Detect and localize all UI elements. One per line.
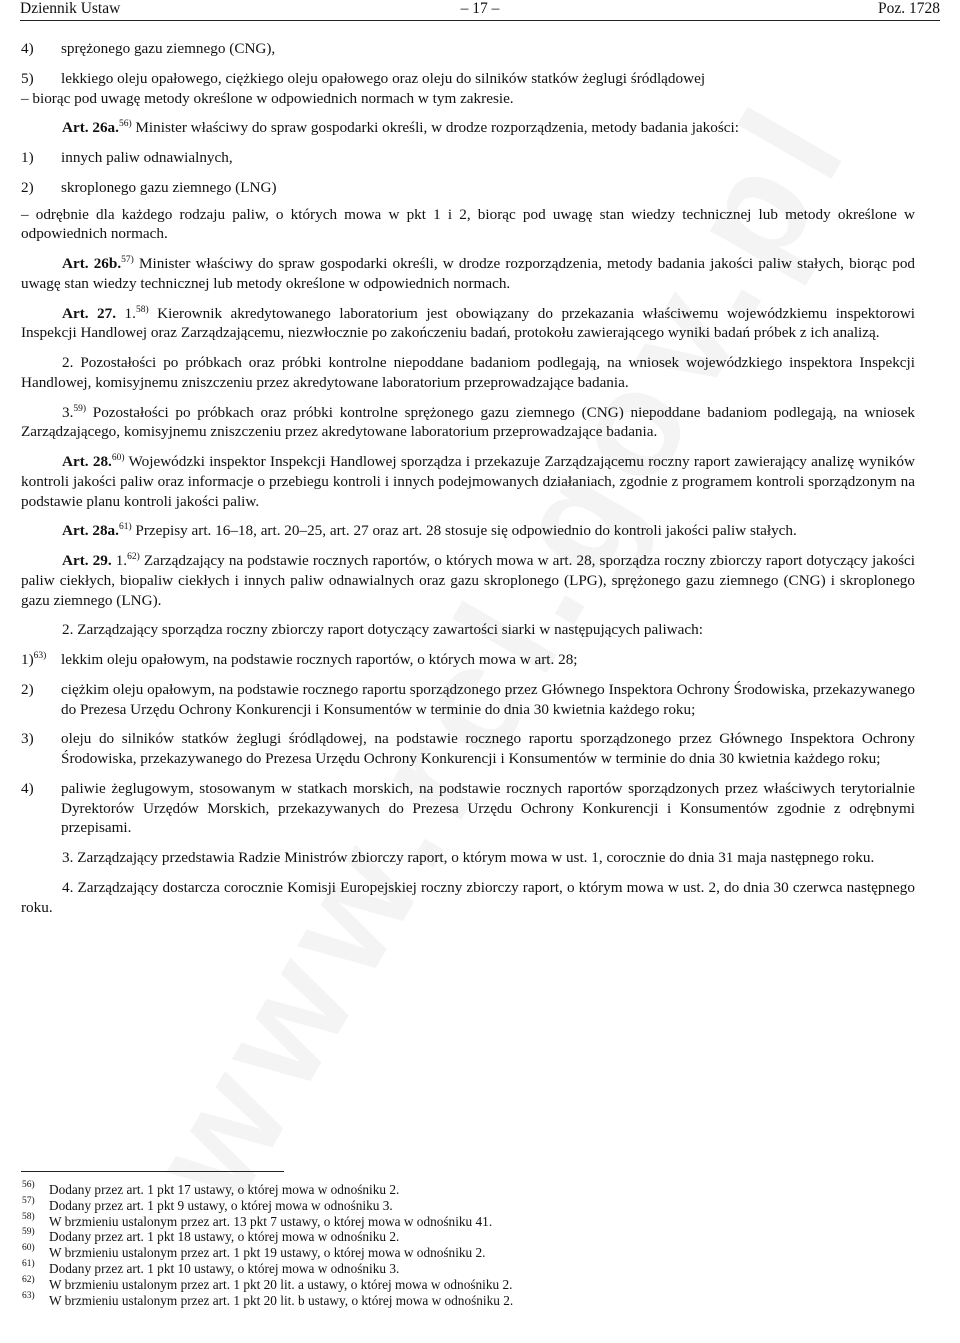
article-28a bbox=[21, 521, 915, 541]
footnote-text: W brzmieniu ustalonym przez art. 1 pkt 19 ustawy, o której mowa w odnośniku 2. bbox=[49, 1245, 486, 1261]
journal-title: Dziennik Ustaw bbox=[20, 0, 121, 17]
footnote-text: W brzmieniu ustalonym przez art. 1 pkt 20 lit. b ustawy, o której mowa w odnośniku 2. bbox=[49, 1292, 514, 1308]
article-27-paragraph-3 bbox=[21, 403, 915, 443]
item-text: oleju do silników statków żeglugi śródlądowej, na podstawie rocznego raportu sporządzonego przez Głównego Inspektora Ochrony Środowiska, przekazywanego do Prezesa Urzędu Ochrony Konkurencji i Konsumentów w terminie do dnia 30 kwietnia każdego roku; bbox=[61, 730, 915, 767]
footnote-number: 63) bbox=[22, 1290, 35, 1301]
paragraph-number: 1. bbox=[111, 552, 128, 569]
position-number: Poz. 1728 bbox=[878, 0, 940, 17]
closing-clause: – biorąc pod uwagę metody określone w odpowiednich normach w tym zakresie. bbox=[21, 89, 514, 107]
article-text: Wojewódzki inspektor Inspekcji Handlowej sporządza i przekazuje Zarządzającemu roczny raport zawierający analizę wyników kontroli jakości paliw oraz informacje o przebiegu kontroli i innych podejmowanych działaniach, zgodnie z programem kontroli sporządzonym na podstawie planu kontroli jakości paliw. bbox=[21, 453, 915, 510]
item-text: sprężonego gazu ziemnego (CNG), bbox=[61, 40, 276, 57]
footnote bbox=[22, 1261, 722, 1277]
footnote bbox=[22, 1274, 722, 1293]
footnote-number: 61) bbox=[22, 1259, 35, 1270]
item-number: 3) bbox=[21, 730, 34, 748]
footnote-number: 56) bbox=[22, 1180, 35, 1190]
article-label: Art. 26a. bbox=[62, 119, 119, 137]
list-item bbox=[21, 69, 915, 89]
item-text: lekkiego oleju opałowego, ciężkiego oleju opałowego oraz oleju do silników statków żeglugi śródlądowej bbox=[61, 69, 706, 87]
footnote-divider bbox=[21, 1171, 284, 1172]
article-29-paragraph-2: 2. Zarządzający sporządza roczny zbiorczy raport dotyczący zawartości siarki w następujących paliwach: bbox=[62, 621, 703, 639]
footnote-number: 58) bbox=[22, 1211, 35, 1222]
footnote-ref: 60) bbox=[111, 453, 125, 463]
item-number: 5) bbox=[21, 69, 34, 87]
item-number-text: 1) bbox=[21, 651, 34, 668]
article-29-paragraph-4: 4. Zarządzający dostarcza corocznie Komisji Europejskiej roczny zbiorczy raport, o którym mowa w ust. 2, do dnia 30 czerwca następnego roku. bbox=[21, 878, 915, 916]
footnote-ref: 61) bbox=[118, 522, 132, 533]
page-header bbox=[20, 0, 940, 21]
article-26a bbox=[21, 118, 915, 138]
page-number: – 17 – bbox=[460, 0, 500, 17]
paragraph-number: 1. bbox=[116, 304, 136, 322]
article-label: Art. 28a. bbox=[62, 522, 119, 540]
footnote-text: W brzmieniu ustalonym przez art. 1 pkt 20 lit. a ustawy, o której mowa w odnośniku 2. bbox=[49, 1276, 513, 1292]
item-number: 4) bbox=[21, 40, 34, 57]
footnote-ref: 57) bbox=[121, 255, 134, 265]
article-text: Zarządzający na podstawie rocznych raportów, o których mowa w art. 28, sporządza roczny zbiorczy raport dotyczący jakości paliw ciekłych, biopaliw ciekłych i innych paliw odnawialnych oraz gazu skroplonego (LPG), sprężonego gazu ziemnego (CNG) i skroplonego gazu ziemnego (LNG). bbox=[21, 552, 916, 609]
footnote-ref: 62) bbox=[127, 552, 140, 562]
list-item bbox=[21, 779, 915, 838]
document-body bbox=[21, 39, 915, 917]
item-text: skroplonego gazu ziemnego (LNG) bbox=[61, 178, 277, 196]
list-item bbox=[21, 680, 915, 720]
footnote-text: W brzmieniu ustalonym przez art. 13 pkt 7 ustawy, o której mowa w odnośniku 41. bbox=[49, 1213, 493, 1229]
footnote-ref: 56) bbox=[118, 119, 132, 130]
footnotes bbox=[22, 1182, 722, 1309]
footnote-text: Dodany przez art. 1 pkt 17 ustawy, o której mowa w odnośniku 2. bbox=[49, 1182, 400, 1197]
list-item bbox=[21, 178, 915, 198]
footnote bbox=[22, 1182, 722, 1198]
article-text: Pozostałości po próbkach oraz próbki kontrolne sprężonego gazu ziemnego (CNG) niepoddane badaniom podlegają, na wniosek Zarządzającego, komisyjnemu zniszczeniu przez akredytowane laboratorium przeprowadzające badania. bbox=[21, 403, 915, 441]
item-number: 1) bbox=[21, 149, 34, 166]
article-29-paragraph-3: 3. Zarządzający przedstawia Radzie Ministrów zbiorczy raport, o którym mowa w ust. 1, corocznie do dnia 31 maja następnego roku. bbox=[62, 849, 875, 866]
paragraph-number: 3. bbox=[62, 403, 74, 421]
footnote-text: Dodany przez art. 1 pkt 18 ustawy, o której mowa w odnośniku 2. bbox=[49, 1229, 400, 1245]
item-number: 2) bbox=[21, 680, 34, 698]
footnote-number: 62) bbox=[22, 1274, 35, 1285]
article-27-paragraph-2: 2. Pozostałości po próbkach oraz próbki kontrolne niepoddane badaniom podlegają, na wniosek wojewódzkiego inspektora Inspekcji Handlowej, komisyjnemu zniszczeniu przez akredytowane laboratorium przeprowadzające badania. bbox=[21, 354, 915, 391]
article-label: Art. 29. bbox=[62, 552, 112, 569]
item-text: innych paliw odnawialnych, bbox=[61, 149, 233, 166]
closing-clause: – odrębnie dla każdego rodzaju paliw, o których mowa w pkt 1 i 2, biorąc pod uwagę stan wiedzy technicznej lub metody określone w odpowiednich normach. bbox=[21, 205, 915, 243]
footnote-number: 57) bbox=[22, 1195, 35, 1206]
item-number: 4) bbox=[21, 779, 34, 797]
list-item bbox=[21, 39, 915, 59]
footnote-text: Dodany przez art. 1 pkt 9 ustawy, o której mowa w odnośniku 3. bbox=[49, 1197, 393, 1213]
article-label: Art. 28. bbox=[62, 453, 112, 470]
article-text: Przepisy art. 16–18, art. 20–25, art. 27 oraz art. 28 stosuje się odpowiednio do kontroli jakości paliw stałych. bbox=[131, 522, 797, 540]
footnote-number: 59) bbox=[22, 1227, 35, 1238]
item-text: lekkim oleju opałowym, na podstawie rocznych raportów, o których mowa w art. 28; bbox=[61, 651, 578, 668]
article-label: Art. 26b. bbox=[62, 255, 122, 272]
list-item bbox=[21, 729, 915, 769]
footnote-ref: 63) bbox=[33, 651, 47, 661]
item-number: 2) bbox=[21, 178, 34, 196]
article-26b bbox=[21, 254, 915, 294]
article-text: Kierownik akredytowanego laboratorium jest obowiązany do przekazania właściwemu wojewódzkiemu inspektorowi Inspekcji Handlowej oraz Zarządzającemu, niezwłocznie po zakończeniu badań, protokołu zawierającego wyniki badań próbek z ich analizą. bbox=[21, 304, 916, 342]
article-text: Minister właściwy do spraw gospodarki określi, w drodze rozporządzenia, metody badania jakości: bbox=[131, 119, 739, 137]
item-text: ciężkim oleju opałowym, na podstawie rocznego raportu sporządzonego przez Głównego Inspektora Ochrony Środowiska, przekazywanego do Prezesa Urzędu Ochrony Konkurencji i Konsumentów w terminie do dnia 30 kwietnia każdego roku; bbox=[61, 680, 915, 718]
footnote-number: 60) bbox=[22, 1243, 35, 1254]
footnote bbox=[22, 1245, 722, 1261]
footnote bbox=[22, 1290, 722, 1309]
footnote bbox=[22, 1229, 722, 1245]
list-item bbox=[21, 650, 915, 670]
footnote bbox=[22, 1211, 722, 1230]
footnote-ref: 59) bbox=[73, 403, 87, 414]
article-label: Art. 27. bbox=[62, 304, 117, 322]
article-28 bbox=[21, 452, 915, 511]
header-divider bbox=[20, 20, 940, 21]
item-number bbox=[21, 650, 61, 670]
list-item bbox=[21, 148, 915, 168]
footnote bbox=[22, 1195, 722, 1214]
article-29-paragraph-1 bbox=[21, 551, 915, 610]
footnote-text: Dodany przez art. 1 pkt 10 ustawy, o której mowa w odnośniku 3. bbox=[49, 1261, 400, 1277]
article-27-paragraph-1 bbox=[21, 304, 915, 344]
footnote-ref: 58) bbox=[135, 304, 149, 315]
article-text: Minister właściwy do spraw gospodarki określi, w drodze rozporządzenia, metody badania jakości paliw stałych, biorąc pod uwagę stan wiedzy technicznej lub metody określone w odpowiednich normach. bbox=[21, 255, 916, 292]
item-text: paliwie żeglugowym, stosowanym w statkach morskich, na podstawie rocznych raportów sporządzonych przez właściwych terytorialnie Dyrektorów Urzędów Morskich, przekazywanych do Prezesa Urzędu Ochrony Konkurencji i Konsumentów zgodnie z odrębnymi przepisami. bbox=[61, 779, 915, 837]
